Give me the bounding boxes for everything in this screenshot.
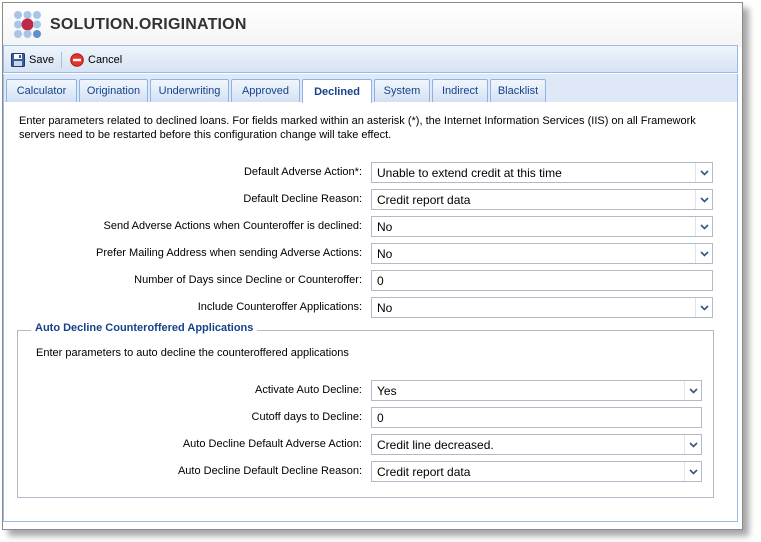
chevron-down-icon[interactable] — [695, 298, 712, 317]
prefer-mailing-address-select[interactable] — [371, 243, 713, 264]
app-title: SOLUTION.ORIGINATION — [50, 16, 247, 33]
tab-strip — [3, 74, 738, 102]
prefer-mailing-address-value: No — [377, 247, 393, 261]
auto-decline-intro: Enter parameters to auto decline the counteroffered applications — [36, 347, 349, 359]
default-decline-reason-label: Default Decline Reason: — [243, 193, 362, 205]
auto-decline-reason-label: Auto Decline Default Decline Reason: — [177, 465, 362, 477]
tab-approved[interactable]: Approved — [231, 79, 300, 102]
chevron-down-icon[interactable] — [684, 435, 701, 454]
chevron-down-icon[interactable] — [695, 163, 712, 182]
default-adverse-action-value: Unable to extend credit at this time — [377, 166, 562, 180]
activate-auto-decline-select[interactable] — [371, 380, 702, 401]
days-since-decline-label: Number of Days since Decline or Counteroffer: — [134, 274, 362, 286]
auto-decline-reason-select[interactable] — [371, 461, 702, 482]
activate-auto-decline-value: Yes — [377, 384, 397, 398]
title-bar — [3, 3, 742, 47]
cancel-label: Cancel — [88, 54, 123, 66]
default-adverse-action-select[interactable] — [371, 162, 713, 183]
auto-decline-legend: Auto Decline Counteroffered Applications — [31, 322, 257, 334]
toolbar-separator — [61, 52, 62, 68]
send-adverse-actions-label: Send Adverse Actions when Counteroffer is declined: — [103, 220, 362, 232]
save-button[interactable] — [11, 51, 54, 69]
include-counteroffer-label: Include Counteroffer Applications: — [197, 301, 362, 313]
cutoff-days-input[interactable] — [371, 407, 702, 428]
chevron-down-icon[interactable] — [684, 462, 701, 481]
tab-origination[interactable]: Origination — [79, 79, 148, 102]
tab-underwriting[interactable]: Underwriting — [150, 79, 229, 102]
cutoff-days-value: 0 — [377, 411, 384, 425]
include-counteroffer-value: No — [377, 301, 393, 315]
days-since-decline-input[interactable] — [371, 270, 713, 291]
tab-calculator[interactable]: Calculator — [6, 79, 77, 102]
chevron-down-icon[interactable] — [695, 190, 712, 209]
intro-text: Enter parameters related to declined loans. For fields marked within an asterisk (*), the Internet Information Services (IIS) on all Framework servers need to be restarted before this configuration change will take effect. — [19, 115, 696, 141]
chevron-down-icon[interactable] — [684, 381, 701, 400]
chevron-down-icon[interactable] — [695, 244, 712, 263]
toolbar — [3, 45, 738, 73]
default-decline-reason-select[interactable] — [371, 189, 713, 210]
send-adverse-actions-select[interactable] — [371, 216, 713, 237]
activate-auto-decline-label: Activate Auto Decline: — [254, 384, 362, 396]
app-logo-icon — [12, 9, 43, 40]
include-counteroffer-select[interactable] — [371, 297, 713, 318]
prefer-mailing-address-label: Prefer Mailing Address when sending Adverse Actions: — [96, 247, 362, 259]
tab-indirect[interactable]: Indirect — [432, 79, 488, 102]
save-label: Save — [29, 54, 55, 66]
floppy-disk-icon — [11, 53, 25, 67]
default-decline-reason-value: Credit report data — [377, 193, 471, 207]
auto-decline-reason-value: Credit report data — [377, 465, 471, 479]
tab-declined[interactable]: Declined — [302, 79, 372, 103]
send-adverse-actions-value: No — [377, 220, 393, 234]
auto-decline-adverse-action-label: Auto Decline Default Adverse Action: — [182, 438, 362, 450]
chevron-down-icon[interactable] — [695, 217, 712, 236]
default-adverse-action-label: Default Adverse Action*: — [243, 166, 362, 178]
auto-decline-adverse-action-value: Credit line decreased. — [377, 438, 494, 452]
cancel-icon — [70, 53, 84, 67]
tab-blacklist[interactable]: Blacklist — [490, 79, 546, 102]
cutoff-days-label: Cutoff days to Decline: — [251, 411, 362, 423]
auto-decline-adverse-action-select[interactable] — [371, 434, 702, 455]
tab-system[interactable]: System — [374, 79, 430, 102]
days-since-decline-value: 0 — [377, 274, 384, 288]
cancel-button[interactable] — [70, 51, 122, 69]
